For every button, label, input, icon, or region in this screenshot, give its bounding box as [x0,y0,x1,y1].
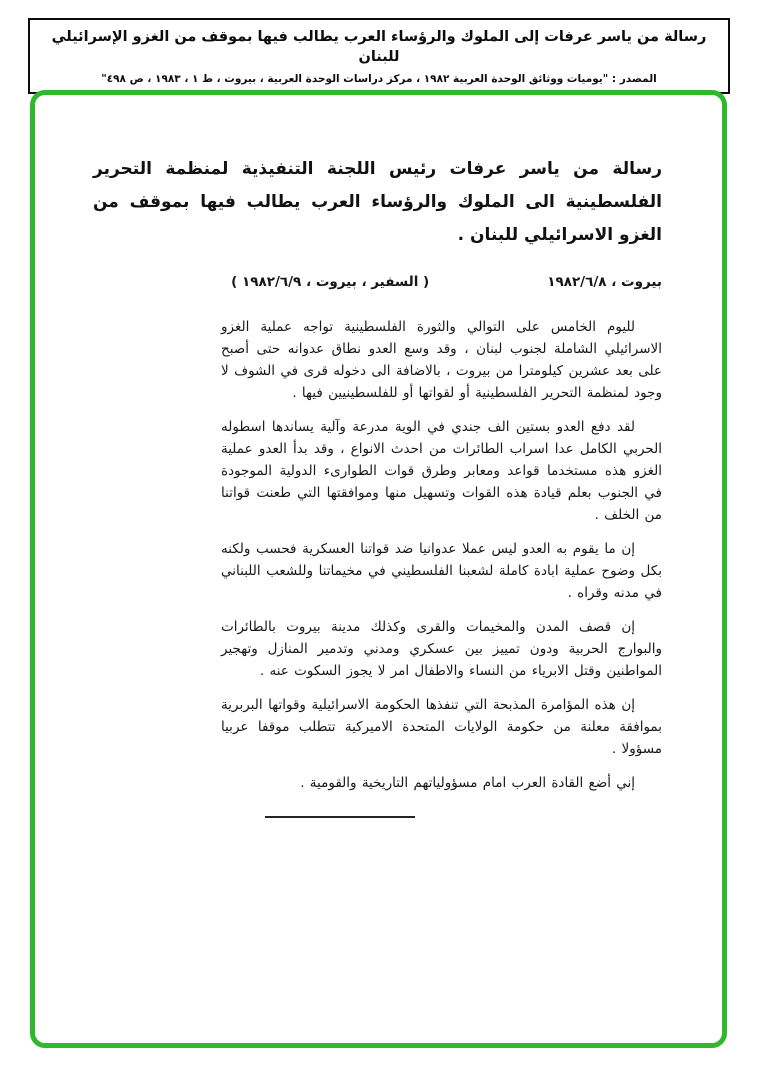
body-paragraph: لقد دفع العدو بستين الف جندي في الوية مدرعة وآلية يساندها اسطوله الحربي الكامل عدا اسراب الطائرات من احدث الانواع ، وقد بدأ العدو عملية الغزو هذه مستخدما قواعد ومعابر وطرق قوات الطوارىء الدولية الموجودة في الجنوب بعلم قيادة هذه القوات وتسهيل منها وموافقتها التي طعنت قواتنا من الخلف . [221,419,662,524]
source-header [28,18,730,94]
publication-note: ( السفير ، بيروت ، ١٩٨٢/٦/٩ ) [231,274,430,291]
document-frame [30,90,727,1048]
body-paragraph: إن هذه المؤامرة المذبحة التي تنفذها الحكومة الاسرائيلية وقواتها البربرية بموافقة معلنة من حكومة الولايات المتحدة الاميركية تتطلب موقفا عربيا مسؤولا . [221,697,662,758]
body-paragraph: إن قصف المدن والمخيمات والقرى وكذلك مدينة بيروت بالطائرات والبوارج الحربية ودون تمييز بين عسكري ومدني وتدمير المنازل وتهجير المواطنين وقتل الابرياء من النساء والاطفال امر لا يجوز السكوت عنه . [221,619,662,680]
header-title: رسالة من ياسر عرفات إلى الملوك والرؤساء العرب يطالب فيها بموقف من الغزو الإسرائيلي للبنان [51,29,707,65]
body-paragraph: لليوم الخامس على التوالي والثورة الفلسطينية تواجه عملية الغزو الاسرائيلي الشاملة لجنوب لبنان ، وقد وسع العدو نطاق عدوانه حتى أصبح على بعد عشرين كيلومترا من بيروت ، بالاضافة الى دخوله قرى في الشوف لا وجود لمنظمة التحرير الفلسطينية أو لقواتها أو للفلسطينيين فيها . [221,319,662,402]
document-content [35,95,722,1043]
body-paragraph: إن ما يقوم به العدو ليس عملا عدوانيا ضد قواتنا العسكرية فحسب ولكنه بكل وضوح عملية ابادة كاملة لشعبنا الفلسطيني في مخيماتنا وللشعب اللبناني في مدنه وقراه . [221,541,662,602]
document-body [221,316,662,794]
signature-rule [265,816,415,818]
document-title: رسالة من ياسر عرفات رئيس اللجنة التنفيذية لمنظمة التحرير الفلسطينية الى الملوك والرؤساء العرب يطالب فيها بموقف من الغزو الاسرائيلي للبنان . [93,159,662,246]
dateline: بيروت ، ١٩٨٢/٦/٨ [547,274,662,291]
body-paragraph: إني أضع القادة العرب امام مسؤولياتهم التاريخية والقومية . [300,775,635,792]
header-source-line: المصدر : "يوميات ووثائق الوحدة العربية ١٩٨٢ ، مركز دراسات الوحدة العربية ، بيروت ، ط ١ ، ١٩٨٣ ، ص ٤٩٨" [101,73,657,86]
date-row [93,274,662,290]
